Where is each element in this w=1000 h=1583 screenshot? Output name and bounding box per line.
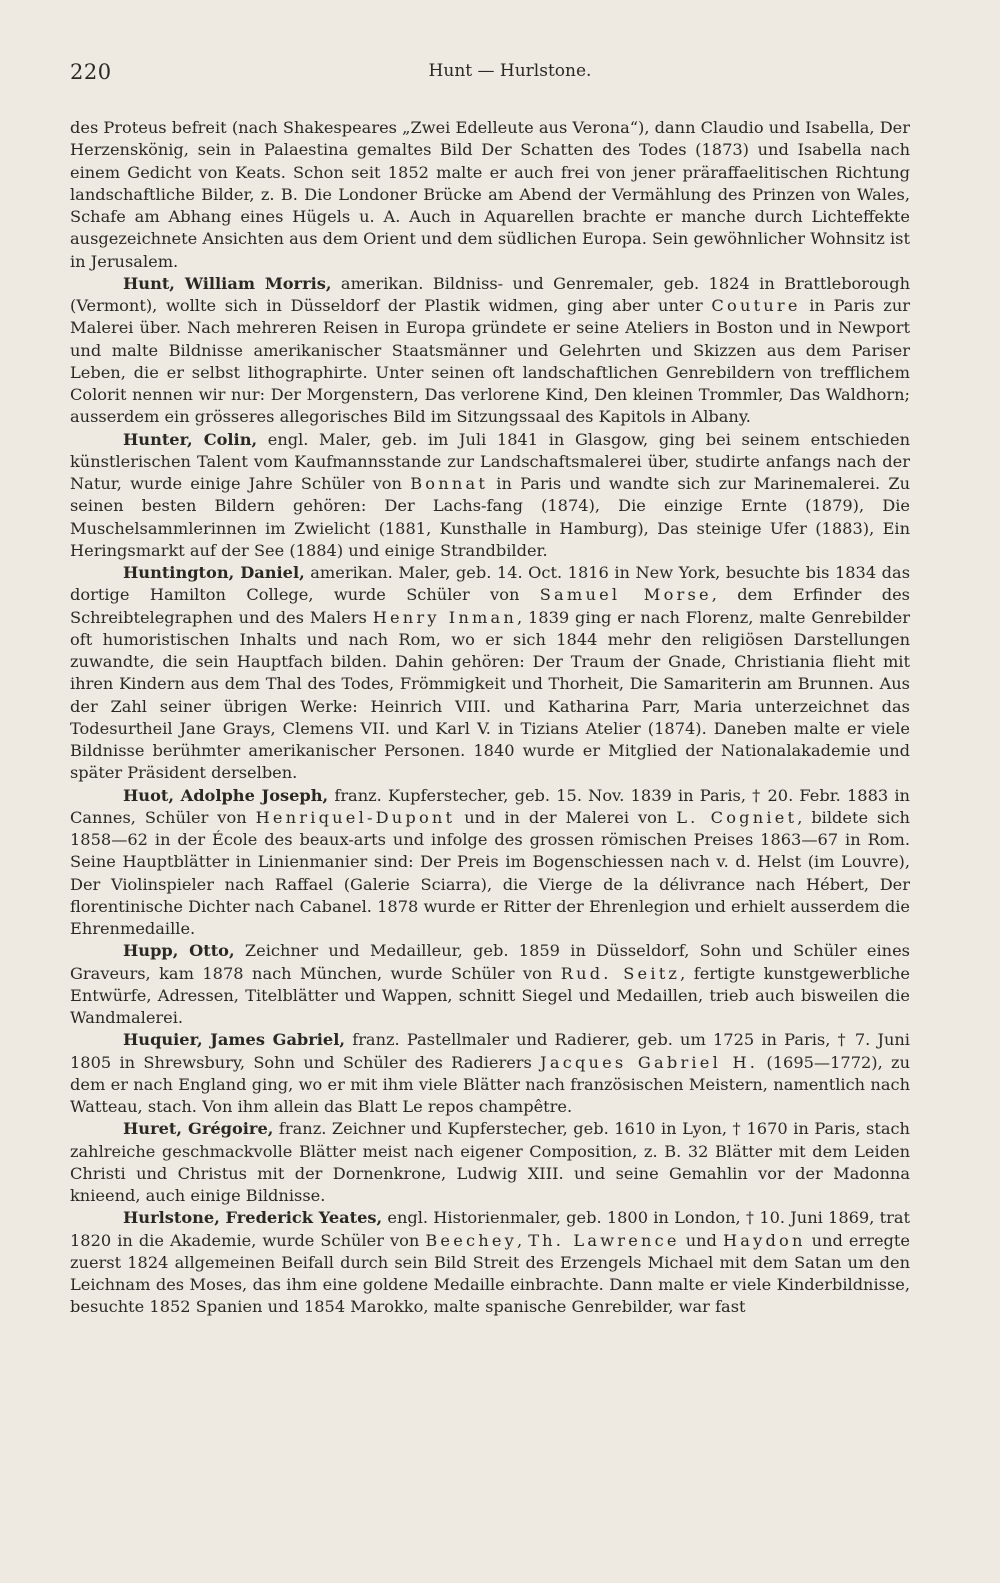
dictionary-entry bbox=[70, 562, 910, 785]
spaced-name: Bonnat bbox=[410, 474, 489, 493]
entry-name: Huot, Adolphe Joseph, bbox=[123, 785, 329, 805]
entry-text: , 1839 ging er nach Florenz, malte Genrebilder oft humoristischen Inhalts und nach Rom, wo er sich 1844 mehr den religiösen Darstellungen zuwandte, die sein Hauptfach bilden. Dahin gehören: Der Traum der Gnade, Christiania flieht mit ihren Kindern aus dem Thal des Todes, Frömmigkeit und Thorheit, Die Samariterin am Brunnen. Aus der Zahl seiner übrigen Werke: Heinrich VIII. und Katharina Parr, Maria unterzeichnet das Todesurtheil Jane Grays, Clemens VII. und Karl V. in Tizians Atelier (1874). Daneben malte er viele Bildnisse berühmter amerikanischer Personen. 1840 wurde er Mitglied der Nationalakademie und später Präsident derselben. bbox=[70, 607, 910, 783]
entry-text: engl. Maler, geb. im Juli 1841 in Glasgow, ging bei seinem entschieden künstlerischen Talent vom Kaufmannsstande zur Landschaftsmalerei über, studirte anfangs nach der Natur, wurde einige Jahre Schüler von bbox=[70, 429, 910, 493]
spaced-name: L. Cogniet bbox=[676, 807, 798, 827]
entry-name: Hupp, Otto, bbox=[123, 941, 235, 961]
entry-text: (1695—1772), zu dem er nach England ging, wo er mit ihm viele Blätter nach französischen Meistern, namentlich nach Watteau, stach. Von ihm allein das Blatt Le repos champêtre. bbox=[70, 1052, 911, 1116]
entry-name: Hunter, Colin, bbox=[123, 429, 258, 449]
entry-name: Hurlstone, Frederick Yeates, bbox=[123, 1208, 383, 1228]
dictionary-entry bbox=[70, 1029, 910, 1118]
entry-text: franz. Kupferstecher, geb. 15. Nov. 1839 in Paris, † 20. Febr. 1883 in Cannes, Schüler von bbox=[70, 785, 910, 827]
dictionary-entry bbox=[70, 785, 910, 941]
entry-text: , bildete sich 1858—62 in der École des beaux-arts und infolge des grossen römischen Preises 1863—67 in Rom. Seine Hauptblätter in Linienmanier sind: Der Preis im Bogenschiessen nach v. d. Helst (im Louvre), Der Violinspieler nach Raffael (Galerie Sciarra), die Vierge de la délivrance nach Hébert, Der florentinische Dichter nach Cabanel. 1878 wurde er Ritter der Ehrenlegion und erhielt ausserdem die Ehrenmedaille. bbox=[70, 807, 910, 938]
dictionary-entry bbox=[70, 1207, 910, 1318]
spaced-name: Th. Lawrence bbox=[528, 1230, 680, 1250]
spaced-name: Haydon bbox=[722, 1230, 806, 1250]
entry-name: Huntington, Daniel, bbox=[123, 563, 305, 582]
entry-text: in Paris und wandte sich zur Marinemalerei. Zu seinen besten Bildern gehören: Der Lachs-fang (1874), Die einzige Ernte (1879), Die Muschelsammlerinnen im Zwielicht (1881, Kunsthalle in Hamburg), Das steinige Ufer (1883), Ein Heringsmarkt auf der See (1884) und einige Strandbilder. bbox=[70, 474, 911, 560]
body-text bbox=[70, 117, 910, 1319]
dictionary-entry bbox=[70, 1118, 910, 1207]
spaced-name: Couture bbox=[711, 296, 801, 315]
spaced-name: Jacques Gabriel H. bbox=[540, 1052, 759, 1072]
spaced-name: Samuel Morse bbox=[539, 585, 712, 605]
entry-text: in Paris zur Malerei über. Nach mehreren Reisen in Europa gründete er seine Ateliers in Boston und in Newport und malte Bildnisse amerikanischer Staatsmänner und Gelehrten und Skizzen aus dem Pariser Leben, die er selbst lithographirte. Unter seinen oft landschaftlichen Genrebildern von trefflichem Colorit nennen wir nur: Der Morgenstern, Das verlorene Kind, Den kleinen Trommler, Das Waldhorn; ausserdem ein grösseres allegorisches Bild im Sitzungssaal des Kapitols in Albany. bbox=[70, 296, 910, 427]
entry-text: Zeichner und Medailleur, geb. 1859 in Düsseldorf, Sohn und Schüler eines Graveurs, kam 1878 nach München, wurde Schüler von bbox=[70, 941, 910, 983]
entry-text: und bbox=[679, 1230, 723, 1250]
entry-name: Huret, Grégoire, bbox=[123, 1119, 274, 1139]
spaced-name: Beechey bbox=[425, 1230, 517, 1250]
spaced-name: Henriquel-Dupont bbox=[255, 807, 456, 827]
entry-text: , dem Erfinder des Schreibtelegraphen und des Malers bbox=[70, 585, 910, 627]
entry-text: , fertigte kunstgewerbliche Entwürfe, Adressen, Titelblätter und Wappen, schnitt Siegel und Medaillen, trieb auch bisweilen die Wandmalerei. bbox=[70, 963, 910, 1027]
entry-text: amerikan. Bildniss- und Genremaler, geb. 1824 in Brattleborough (Vermont), wollte sich in Düsseldorf der Plastik widmen, ging aber unter bbox=[70, 273, 910, 315]
entry-text: amerikan. Maler, geb. 14. Oct. 1816 in New York, besuchte bis 1834 das dortige Hamilton College, wurde Schüler von bbox=[70, 563, 910, 605]
running-head: Hunt — Hurlstone. bbox=[428, 61, 592, 81]
entry-text: und erregte zuerst 1824 allgemeinen Beifall durch sein Bild Streit des Erzengels Michael mit dem Satan um den Leichnam des Moses, das ihm eine goldene Medaille einbrachte. Dann malte er viele Kinderbildnisse, besuchte 1852 Spanien und 1854 Marokko, malte spanische Genrebilder, war fast bbox=[70, 1230, 910, 1317]
spaced-name: Henry Inman bbox=[372, 607, 518, 627]
page-number: 220 bbox=[70, 60, 112, 84]
dictionary-entry bbox=[70, 273, 910, 429]
entry-name: Hunt, William Morris, bbox=[123, 273, 332, 293]
dictionary-entry bbox=[70, 429, 910, 563]
dictionary-entry bbox=[70, 940, 910, 1029]
entry-text: des Proteus befreit (nach Shakespeares „Zwei Edelleute aus Verona“), dann Claudio und Isabella, Der Herzenskönig, sein in Palaestina gemaltes Bild Der Schatten des Todes (1873) und Isabella nach einem Gedicht von Keats. Schon seit 1852 malte er auch frei von jener präraffaelitischen Richtung landschaftliche Bilder, z. B. Die Londoner Brücke am Abend der Vermählung des Prinzen von Wales, Schafe am Abhang eines Hügels u. A. Auch in Aquarellen brachte er manche durch Lichteffekte ausgezeichnete Ansichten aus dem Orient und dem südlichen Europa. Sein gewöhnlicher Wohnsitz ist in Jerusalem. bbox=[70, 118, 910, 271]
spaced-name: Rud. Seitz bbox=[560, 963, 681, 983]
page-header bbox=[70, 60, 910, 90]
entry-text: und in der Malerei von bbox=[455, 807, 677, 827]
entry-text: engl. Historienmaler, geb. 1800 in London, † 10. Juni 1869, trat 1820 in die Akademie, wurde Schüler von bbox=[70, 1208, 910, 1250]
entry-text: franz. Pastellmaler und Radierer, geb. um 1725 in Paris, † 7. Juni 1805 in Shrewsbury, Sohn und Schüler des Radierers bbox=[70, 1030, 910, 1072]
entry-text: , bbox=[517, 1230, 529, 1250]
entry-name: Huquier, James Gabriel, bbox=[123, 1030, 346, 1050]
entry-text: franz. Zeichner und Kupferstecher, geb. 1610 in Lyon, † 1670 in Paris, stach zahlreiche geschmackvolle Blätter meist nach eigener Composition, z. B. 32 Blätter mit dem Leiden Christi und Christus mit der Dornenkrone, Ludwig XIII. und seine Gemahlin vor der Madonna knieend, auch einige Bildnisse. bbox=[70, 1119, 910, 1205]
continued-paragraph bbox=[70, 117, 910, 273]
